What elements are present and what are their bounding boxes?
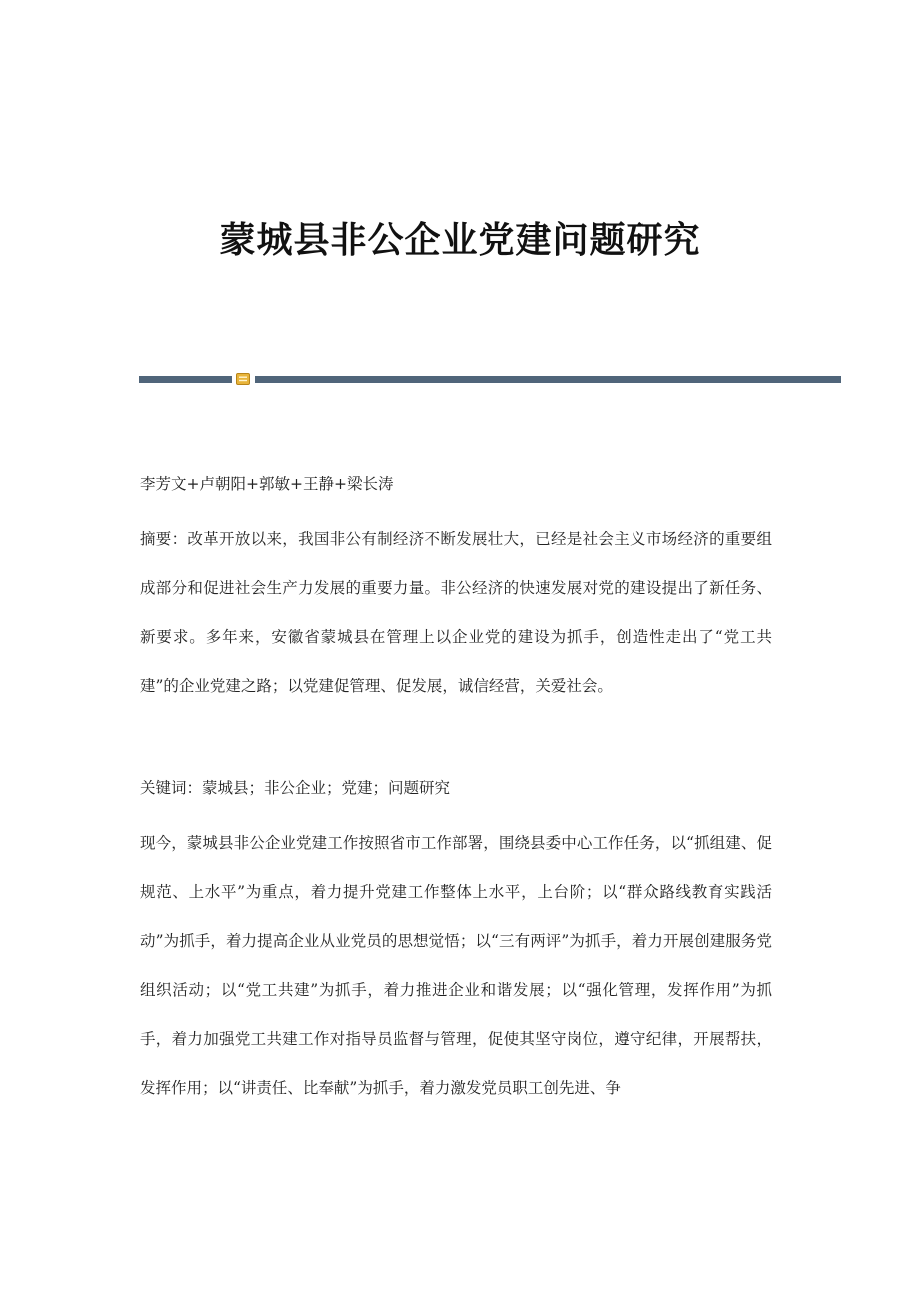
author-list: 李芳文+卢朝阳+郭敏+王静+梁长涛 <box>140 475 394 493</box>
document-title: 蒙城县非公企业党建问题研究 <box>219 219 701 261</box>
abstract-paragraph: 摘要：改革开放以来，我国非公有制经济不断发展壮大，已经是社会主义市场经济的重要组成部分和促进社会生产力发展的重要力量。非公经济的快速发展对党的建设提出了新任务、新要求。多年来，安徽省蒙城县在管理上以企业党的建设为抓手，创造性走出了“党工共建”的企业党建之路；以党建促管理、促发展，诚信经营，关爱社会。 <box>140 530 772 695</box>
divider-bar-right <box>255 376 841 383</box>
keywords-line: 关键词：蒙城县；非公企业；党建；问题研究 <box>140 779 451 797</box>
body-paragraph: 现今，蒙城县非公企业党建工作按照省市工作部署，围绕县委中心工作任务，以“抓组建、促规范、上水平”为重点，着力提升党建工作整体上水平，上台阶；以“群众路线教育实践活动”为抓手，着力提高企业从业党员的思想觉悟；以“三有两评”为抓手，着力开展创建服务党组织活动；以“党工共建”为抓手，着力推进企业和谐发展；以“强化管理，发挥作用”为抓手，着力加强党工共建工作对指导员监督与管理，促使其坚守岗位，遵守纪律，开展帮扶，发挥作用；以“讲责任、比奉献”为抓手，着力激发党员职工创先进、争 <box>140 834 772 1097</box>
title-divider <box>139 373 841 385</box>
divider-bar-left <box>139 376 232 383</box>
book-emblem-icon <box>236 373 250 385</box>
